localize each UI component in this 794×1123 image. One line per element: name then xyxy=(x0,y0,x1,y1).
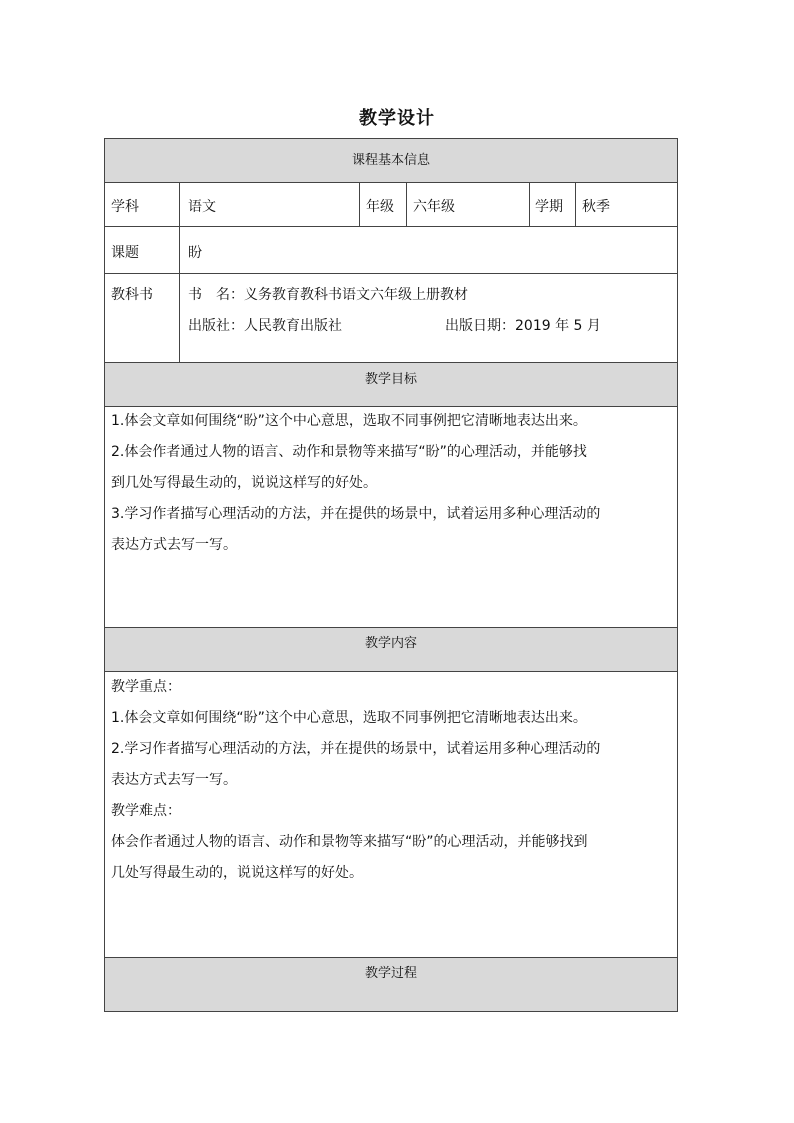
process-header xyxy=(105,957,677,1011)
subject-label-cell xyxy=(105,183,179,226)
topic-label: 课题 xyxy=(111,245,139,261)
document-title: 教学设计 xyxy=(359,108,435,129)
term-label-cell xyxy=(529,183,575,226)
subject-row xyxy=(105,182,677,226)
content-line: 几处写得最生动的，说说这样写的好处。 xyxy=(111,865,363,881)
textbook-label: 教科书 xyxy=(111,287,153,303)
textbook-label-cell xyxy=(105,274,179,362)
publication-date: 出版日期：2019 年 5 月 xyxy=(445,318,601,334)
grade-value: 六年级 xyxy=(413,199,455,215)
content-text xyxy=(111,672,676,889)
subject-value-cell xyxy=(179,183,359,226)
content-line: 2.学习作者描写心理活动的方法，并在提供的场景中，试着运用多种心理活动的 xyxy=(111,741,601,757)
goal-line: 3.学习作者描写心理活动的方法，并在提供的场景中，试着运用多种心理活动的 xyxy=(111,506,601,522)
topic-row xyxy=(105,226,677,273)
goals-text xyxy=(111,406,676,561)
content-line: 教学重点： xyxy=(111,679,181,695)
content-body xyxy=(105,671,677,957)
topic-label-cell xyxy=(105,227,179,273)
subject-label: 学科 xyxy=(111,199,139,215)
term-value-cell xyxy=(575,183,677,226)
textbook-info-cell xyxy=(179,274,677,362)
process-header-label: 教学过程 xyxy=(364,966,417,981)
goal-line: 表达方式去写一写。 xyxy=(111,537,237,553)
goal-line: 1.体会文章如何围绕“盼”这个中心意思，选取不同事例把它清晰地表达出来。 xyxy=(111,413,587,429)
content-header-label: 教学内容 xyxy=(364,636,417,651)
term-label: 学期 xyxy=(535,199,563,215)
goals-header-label: 教学目标 xyxy=(364,372,417,387)
topic-value-cell xyxy=(179,227,677,273)
goals-header xyxy=(105,362,677,406)
textbook-row xyxy=(105,273,677,362)
content-line: 体会作者通过人物的语言、动作和景物等来描写“盼”的心理活动，并能够找到 xyxy=(111,834,588,850)
term-value: 秋季 xyxy=(582,199,610,215)
goals-body xyxy=(105,406,677,627)
grade-label-cell xyxy=(359,183,406,226)
basic-info-header xyxy=(105,139,677,182)
content-line: 表达方式去写一写。 xyxy=(111,772,237,788)
grade-label: 年级 xyxy=(366,199,394,215)
content-line: 1.体会文章如何围绕“盼”这个中心意思，选取不同事例把它清晰地表达出来。 xyxy=(111,710,587,726)
goal-line: 到几处写得最生动的，说说这样写的好处。 xyxy=(111,475,377,491)
topic-value: 盼 xyxy=(188,245,202,261)
lesson-plan-table xyxy=(104,138,678,1012)
content-line: 教学难点： xyxy=(111,803,181,819)
basic-info-header-label: 课程基本信息 xyxy=(351,153,430,168)
goal-line: 2.体会作者通过人物的语言、动作和景物等来描写“盼”的心理活动，并能够找 xyxy=(111,444,587,460)
grade-value-cell xyxy=(406,183,529,226)
book-name: 书 名：义务教育教科书语文六年级上册教材 xyxy=(188,287,468,303)
publisher: 出版社：人民教育出版社 xyxy=(188,318,342,334)
content-header xyxy=(105,627,677,671)
subject-value: 语文 xyxy=(188,199,216,215)
